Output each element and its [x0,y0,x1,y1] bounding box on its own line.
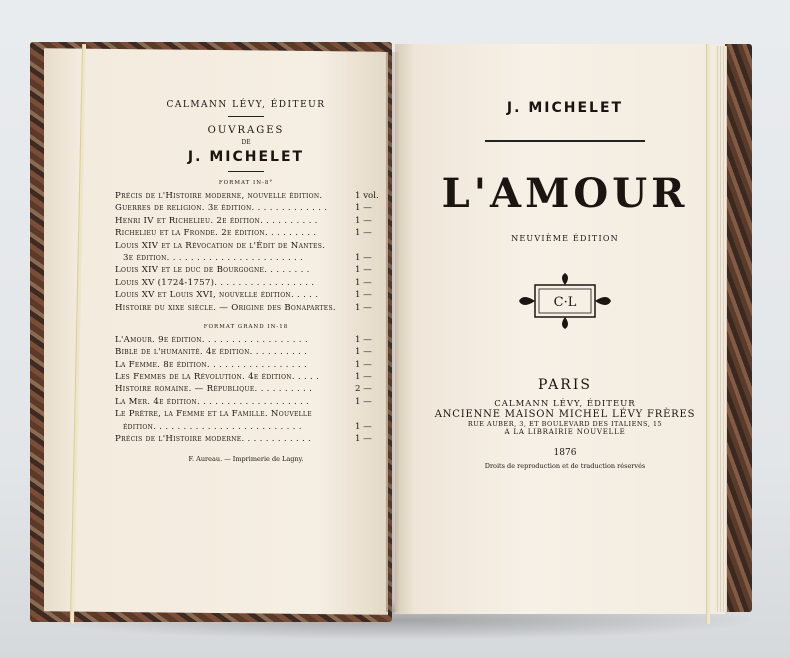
work-title: Le Prêtre, la Femme et la Famille. Nouvelle [115,409,312,420]
ouvrages-heading: OUVRAGES [207,125,285,136]
work-volumes: 1 — [355,396,372,407]
edition-line: NEUVIÈME ÉDITION [511,234,619,243]
work-row [115,346,377,358]
work-volumes: 1 — [355,265,372,276]
work-title: Guerres de religion. 3e édition. . . . . . . . . . . . . [115,203,328,214]
left-page-content [115,100,377,463]
publisher-emblem-icon [515,271,615,331]
work-row [115,240,377,252]
work-title: Précis de l'Histoire moderne. . . . . . . . . . . . [115,434,312,445]
work-row [115,277,377,289]
printer-line: F. Aureau. — Imprimerie de Lagny. [188,455,304,464]
work-volumes: 1 — [355,228,372,239]
work-volumes: 2 — [355,384,372,395]
work-volumes: 1 — [355,434,372,445]
title-rule [485,140,645,142]
work-volumes: 1 — [355,421,372,432]
work-row [115,371,377,383]
work-title: Richelieu et la Fronde. 2e édition. . . . . . . . . [115,228,317,239]
work-title: Louis XIV et le duc de Bourgogne. . . . . . . . [115,265,310,276]
emblem-text: C·L [553,295,577,310]
work-title: Histoire romaine. — République. . . . . . . . . . [115,384,313,395]
rights-notice: Droits de reproduction et de traduction réservés [484,462,646,470]
work-title: Histoire du xixe siècle. — Origine des Bonapartes. [115,302,336,313]
work-title: édition. . . . . . . . . . . . . . . . . . . . . . . . . [123,421,302,432]
work-row [115,334,377,346]
left-publisher: CALMANN LÉVY, ÉDITEUR [166,100,326,110]
right-author: J. MICHELET [506,100,624,116]
work-row [115,302,377,314]
work-volumes: 1 — [355,359,372,370]
short-rule [228,171,264,172]
publishing-house: ANCIENNE MAISON MICHEL LÉVY FRÈRES [434,409,696,420]
work-title: Louis XV (1724-1757). . . . . . . . . . . . . . . . . [115,277,315,288]
work-volumes: 1 — [355,302,372,313]
works-list-2 [115,334,377,446]
city: PARIS [538,377,592,393]
work-title: Louis XIV et la Révocation de l'Édit de Nantes. [115,240,326,251]
work-row [115,252,377,264]
work-row [115,289,377,301]
work-row [115,396,377,408]
work-volumes: 1 — [355,215,372,226]
work-volumes: 1 — [355,252,372,263]
work-volumes: 1 — [355,347,372,358]
work-row [115,264,377,276]
work-volumes: 1 — [355,203,372,214]
work-title: Les Femmes de la Révolution. 4e édition. . . . . [115,372,320,383]
work-row [115,359,377,371]
right-page-content [420,100,710,470]
work-volumes: 1 — [355,277,372,288]
de-word: DE [241,139,251,146]
work-volumes: 1 vol. [355,190,379,201]
page-edges [715,46,727,612]
work-row [115,190,377,202]
work-title: Louis XV et Louis XVI, nouvelle édition. . . . . [115,290,319,301]
work-row [115,215,377,227]
work-row [115,408,377,420]
work-title: Bible de l'humanité. 4e édition. . . . . . . . . . [115,347,308,358]
work-row [115,227,377,239]
format-heading-1: FORMAT IN-8° [218,180,274,186]
work-title: La Femme. 8e édition. . . . . . . . . . . . . . . . . [115,359,307,370]
work-row [115,421,377,433]
work-row [115,202,377,214]
work-row [115,433,377,445]
work-volumes: 1 — [355,334,372,345]
year: 1876 [553,448,577,458]
work-volumes: 1 — [355,290,372,301]
work-title: Henri IV et Richelieu. 2e édition. . . . . . . . . . [115,215,318,226]
format-heading-2: FORMAT GRAND IN-18 [203,323,289,330]
work-title: L'Amour. 9e édition. . . . . . . . . . . . . . . . . . [115,334,308,345]
address: RUE AUBER, 3, ET BOULEVARD DES ITALIENS, 15 [467,420,663,428]
bookshop: A LA LIBRAIRIE NOUVELLE [504,428,626,436]
left-author: J. MICHELET [187,149,305,165]
right-publisher: CALMANN LÉVY, ÉDITEUR [494,399,636,409]
short-rule [228,116,264,117]
book-gutter [386,52,400,612]
work-title: Précis de l'Histoire moderne, nouvelle édition. [115,190,323,201]
work-title: 3e édition. . . . . . . . . . . . . . . . . . . . . . . [123,252,304,263]
work-volumes: 1 — [355,372,372,383]
works-list-1 [115,190,377,314]
work-row [115,383,377,395]
work-title: La Mer. 4e édition. . . . . . . . . . . . . . . . . . . [115,396,310,407]
book-title: L'AMOUR [441,170,689,217]
